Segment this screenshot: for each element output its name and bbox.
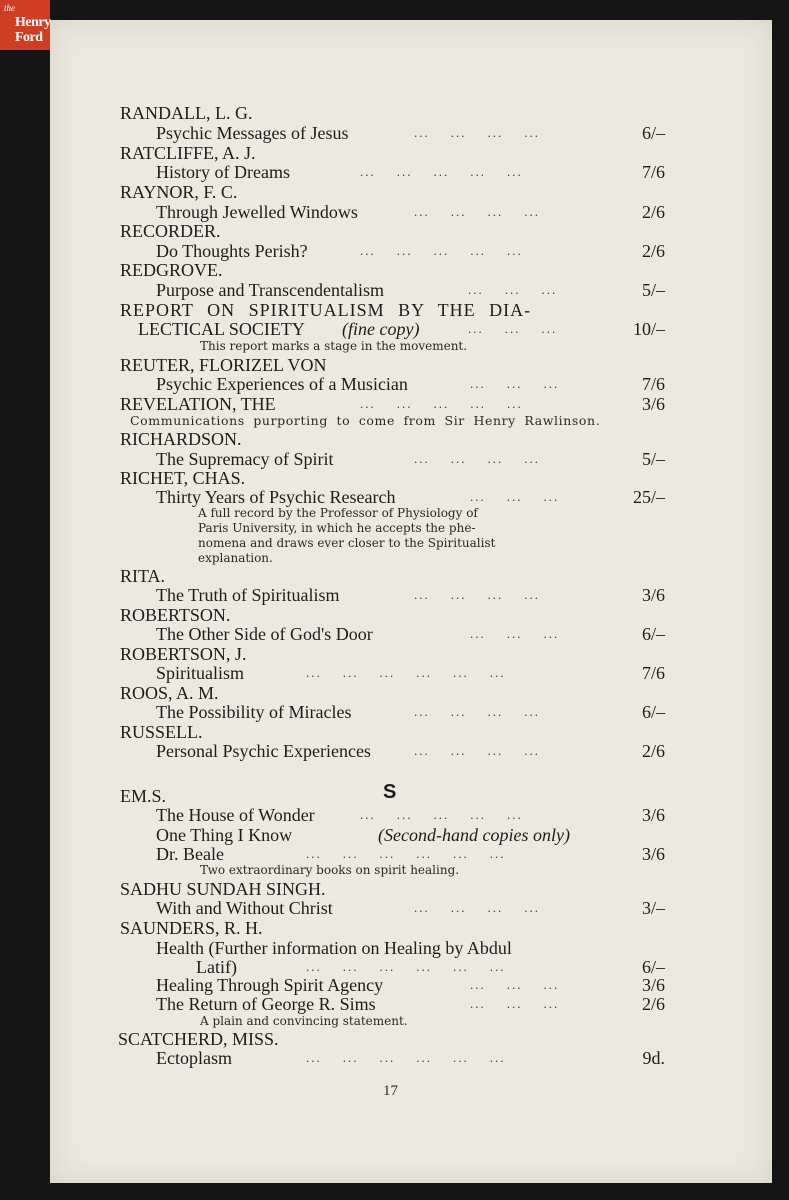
leader-dots: ... ... ...	[470, 626, 560, 641]
entry-title: Thirty Years of Psychic Research	[156, 487, 396, 507]
entry-title: The Possibility of Miracles	[156, 702, 352, 722]
entry-price: 3/6	[641, 975, 665, 995]
entry-qualifier: (fine copy)	[342, 319, 420, 339]
entry-price: 7/6	[641, 374, 665, 394]
entry-title: Psychic Messages of Jesus	[156, 123, 349, 143]
entry-price: 6/–	[641, 957, 665, 977]
entry-price: 7/6	[641, 162, 665, 182]
entry-author: REDGROVE.	[120, 260, 223, 280]
leader-dots: ... ... ...	[470, 376, 560, 391]
entry-price: 3/6	[641, 805, 665, 825]
entry-title: Through Jewelled Windows	[156, 202, 358, 222]
leader-dots: ... ... ...	[468, 321, 558, 336]
entry-author: RANDALL, L. G.	[120, 103, 253, 123]
entry-author: RATCLIFFE, A. J.	[120, 143, 256, 163]
leader-dots: ... ... ... ...	[414, 451, 540, 466]
leader-dots: ... ... ... ...	[414, 900, 540, 915]
entry-price: 3/–	[641, 898, 665, 918]
leader-dots: ... ... ... ... ...	[360, 807, 523, 822]
entry-price: 5/–	[641, 449, 665, 469]
entry-title-continued: Latif)	[196, 957, 237, 977]
leader-dots: ... ... ... ...	[414, 587, 540, 602]
entry-title: Ectoplasm	[156, 1048, 232, 1068]
entry-title: The House of Wonder	[156, 805, 315, 825]
entry-note: A plain and convincing statement.	[200, 1014, 408, 1028]
entry-price: 3/6	[641, 844, 665, 864]
entry-note-line: A full record by the Professor of Physiology of	[198, 506, 478, 520]
entry-author: RUSSELL.	[120, 722, 203, 742]
entry-author: RITA.	[120, 566, 166, 586]
entry-title: With and Without Christ	[156, 898, 333, 918]
entry-title: Purpose and Transcendentalism	[156, 280, 384, 300]
entry-title: Dr. Beale	[156, 844, 224, 864]
entry-author: EM.S.	[120, 786, 167, 806]
entry-price: 2/6	[641, 202, 665, 222]
entry-author: RECORDER.	[120, 221, 221, 241]
entry-price: 2/6	[641, 994, 665, 1014]
entry-title: The Return of George R. Sims	[156, 994, 376, 1014]
entry-note-line: nomena and draws ever closer to the Spiritualist	[198, 536, 496, 550]
entry-author: RICHARDSON.	[120, 429, 242, 449]
henry-ford-logo: the Henry Ford	[0, 0, 50, 50]
entry-note: Two extraordinary books on spirit healing.	[200, 863, 460, 877]
entry-author: ROBERTSON.	[120, 605, 231, 625]
entry-author: REVELATION, THE	[120, 394, 276, 414]
entry-author: REUTER, FLORIZEL VON	[120, 355, 327, 375]
entry-author: SCATCHERD, MISS.	[118, 1029, 279, 1049]
leader-dots: ... ... ... ...	[414, 125, 540, 140]
entry-title: Personal Psychic Experiences	[156, 741, 371, 761]
entry-price: 25/–	[632, 487, 665, 507]
leader-dots: ... ... ... ... ... ...	[306, 665, 506, 680]
entry-note: Communications purporting to come from Sir Henry Rawlinson.	[130, 413, 601, 428]
entry-price: 7/6	[641, 663, 665, 683]
entry-author: SADHU SUNDAH SINGH.	[120, 879, 326, 899]
leader-dots: ... ... ... ...	[414, 704, 540, 719]
entry-author: ROOS, A. M.	[120, 683, 219, 703]
leader-dots: ... ... ...	[468, 282, 558, 297]
section-letter-heading: S	[383, 781, 397, 803]
entry-note-line: Paris University, in which he accepts the phe-	[198, 521, 476, 535]
entry-title: Health (Further information on Healing by Abdul	[156, 938, 512, 958]
entry-price: 6/–	[641, 123, 665, 143]
entry-author: RAYNOR, F. C.	[120, 182, 238, 202]
entry-title: Spiritualism	[156, 663, 245, 683]
entry-title: History of Dreams	[156, 162, 290, 182]
leader-dots: ... ... ... ... ...	[360, 396, 523, 411]
leader-dots: ... ... ... ... ...	[360, 243, 523, 258]
entry-price: 2/6	[641, 741, 665, 761]
entry-title: Do Thoughts Perish?	[156, 241, 308, 261]
leader-dots: ... ... ... ... ... ...	[306, 1050, 506, 1065]
entry-price: 3/6	[641, 394, 665, 414]
entry-price: 2/6	[641, 241, 665, 261]
entry-price: 10/–	[632, 319, 665, 339]
entry-price: 6/–	[641, 624, 665, 644]
entry-price: 6/–	[641, 702, 665, 722]
entry-note: This report marks a stage in the movement.	[200, 339, 468, 353]
entry-qualifier: (Second-hand copies only)	[378, 825, 570, 845]
entry-title: The Other Side of God's Door	[156, 624, 373, 644]
leader-dots: ... ... ... ... ... ...	[306, 846, 506, 861]
entry-author: REPORT ON SPIRITUALISM BY THE DIA-	[120, 300, 532, 320]
entry-title: The Supremacy of Spirit	[156, 449, 334, 469]
entry-price: 9d.	[642, 1048, 665, 1068]
entry-title: LECTICAL SOCIETY	[138, 319, 305, 339]
entry-title: Psychic Experiences of a Musician	[156, 374, 408, 394]
leader-dots: ... ... ...	[470, 489, 560, 504]
entry-author: ROBERTSON, J.	[120, 644, 247, 664]
leader-dots: ... ... ...	[470, 977, 560, 992]
entry-author: RICHET, CHAS.	[120, 468, 246, 488]
entry-title: One Thing I Know	[156, 825, 293, 845]
page-number: 17	[383, 1083, 398, 1099]
entry-price: 3/6	[641, 585, 665, 605]
leader-dots: ... ... ... ...	[414, 743, 540, 758]
entry-note-line: explanation.	[198, 551, 273, 565]
entry-title: Healing Through Spirit Agency	[156, 975, 384, 995]
leader-dots: ... ... ... ...	[414, 204, 540, 219]
entry-author: SAUNDERS, R. H.	[120, 918, 263, 938]
leader-dots: ... ... ... ... ...	[360, 164, 523, 179]
entry-title: The Truth of Spiritualism	[156, 585, 340, 605]
leader-dots: ... ... ...	[470, 996, 560, 1011]
leader-dots: ... ... ... ... ... ...	[306, 959, 506, 974]
entry-price: 5/–	[641, 280, 665, 300]
